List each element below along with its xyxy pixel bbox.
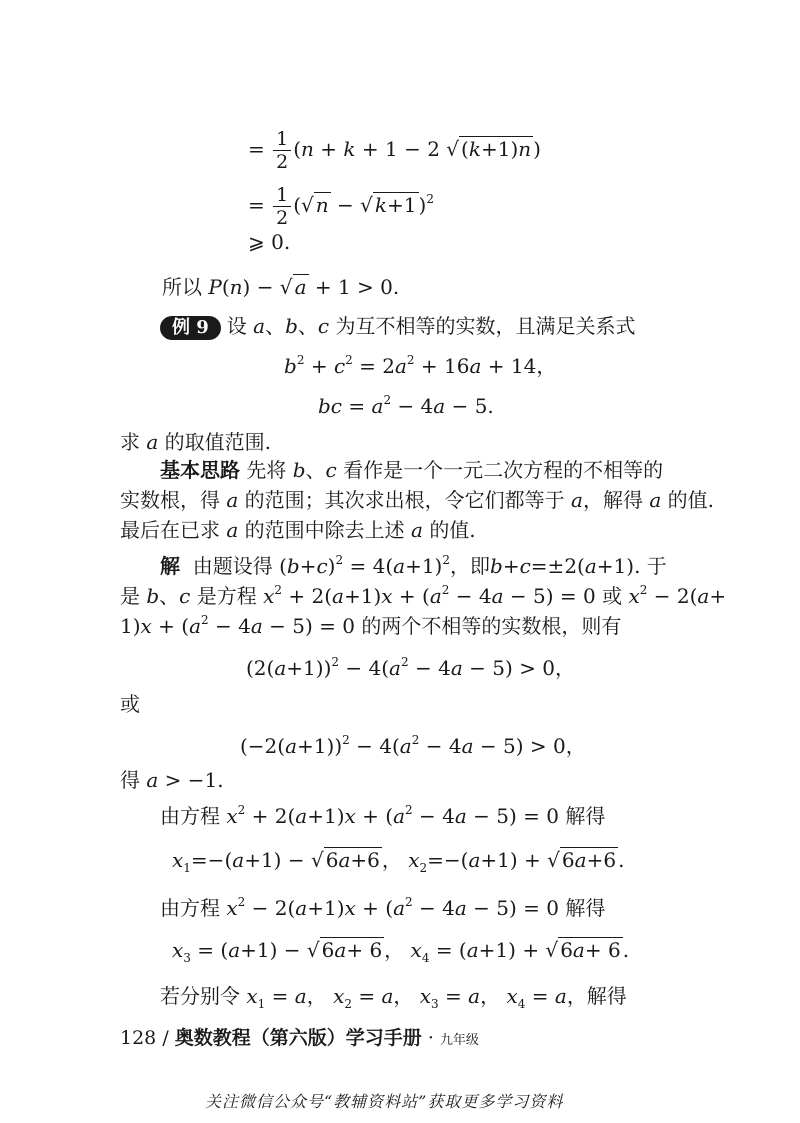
idea-label: 基本思路 bbox=[160, 458, 240, 482]
book-title: 奥数教程（第六版）学习手册 bbox=[174, 1027, 422, 1049]
result-line: 得 a > −1. bbox=[120, 768, 224, 792]
radical: (k+1)n bbox=[461, 137, 532, 161]
discriminant-1: $(2(a+1))^2 - 4(a^2 - 4a - 5) > 0$， bbox=[246, 655, 575, 680]
grade-label: 九年级 bbox=[439, 1033, 479, 1048]
math-line-2: = $\frac{1}{2}$ (√ n − √ k+1 )$^2$ bbox=[248, 184, 434, 229]
equation-b-line: 由方程 $x^2 - 2(a+1)x + (a^2 - 4a - 5) = 0$ 解得 bbox=[160, 895, 606, 920]
equation-2: bc = $a^2 - 4a - 5$. bbox=[318, 393, 494, 418]
math-line-1: = $\frac{1}{2}$ (n + k + 1 − 2 √ (k+1)n ) bbox=[248, 128, 541, 173]
page-footer: 128 / 奥数教程（第六版）学习手册 · 九年级 bbox=[120, 1027, 479, 1049]
conclusion-line: 所以 P(n) − √ a + 1 > 0. bbox=[162, 275, 400, 299]
roots-a-line: $x_1=-(a+1)$ − √ 6a+6 ， $x_2=-(a+1)$ + √ 6a+6 . bbox=[172, 848, 625, 875]
or-line: 或 bbox=[120, 692, 140, 716]
idea-line-1: 基本思路 先将 b、c 看作是一个一元二次方程的不相等的 bbox=[160, 458, 664, 482]
discriminant-2: $(-2(a+1))^2 - 4(a^2 - 4a - 5) > 0$， bbox=[240, 733, 586, 758]
bottom-notice: 关注微信公众号“教辅资料站”获取更多学习资料 bbox=[205, 1092, 564, 1111]
question-line: 求 a 的取值范围. bbox=[120, 430, 272, 454]
solution-line-1: 解 由题设得 $(b+c)^2 = 4(a+1)^2$，即b+c=±2(a+1). 于 bbox=[160, 553, 667, 578]
example-badge: 例 9 bbox=[160, 316, 221, 340]
roots-b-line: $x_3 = (a+1)$ − √ 6a+ 6 ， $x_4 = (a+1)$ + √ 6a+ 6 . bbox=[172, 938, 630, 965]
math-line-3: ⩾ 0. bbox=[248, 230, 291, 254]
solution-label: 解 bbox=[160, 554, 180, 578]
idea-line-2: 实数根，得 a 的范围；其次求出根，令它们都等于 a，解得 a 的值. bbox=[120, 488, 714, 512]
equation-a-line: 由方程 $x^2 + 2(a+1)x + (a^2 - 4a - 5) = 0$ 解得 bbox=[160, 803, 606, 828]
fraction-half: $\frac{1}{2}$ bbox=[273, 184, 291, 229]
equation-1: $b^2 + c^2 = 2a^2 + 16a + 14$， bbox=[284, 353, 557, 378]
page-number: 128 bbox=[120, 1027, 157, 1049]
example-heading: 例 9 设 a、b、c 为互不相等的实数，且满足关系式 bbox=[160, 312, 635, 340]
solution-line-3: $1)x + (a^2 - 4a - 5) = 0$ 的两个不相等的实数根，则有 bbox=[120, 613, 622, 638]
fraction-half: $\frac{1}{2}$ bbox=[273, 128, 291, 173]
let-line: 若分别令 $x_1 = a$， $x_2 = a$， $x_3 = a$， $x_4 = a$，解得 bbox=[160, 984, 627, 1011]
solution-line-2: 是 b、c 是方程 $x^2 + 2(a+1)x + (a^2 - 4a - 5) = 0$ 或 $x^2 - 2(a+$ bbox=[120, 583, 727, 608]
idea-line-3: 最后在已求 a 的范围中除去上述 a 的值. bbox=[120, 518, 476, 542]
